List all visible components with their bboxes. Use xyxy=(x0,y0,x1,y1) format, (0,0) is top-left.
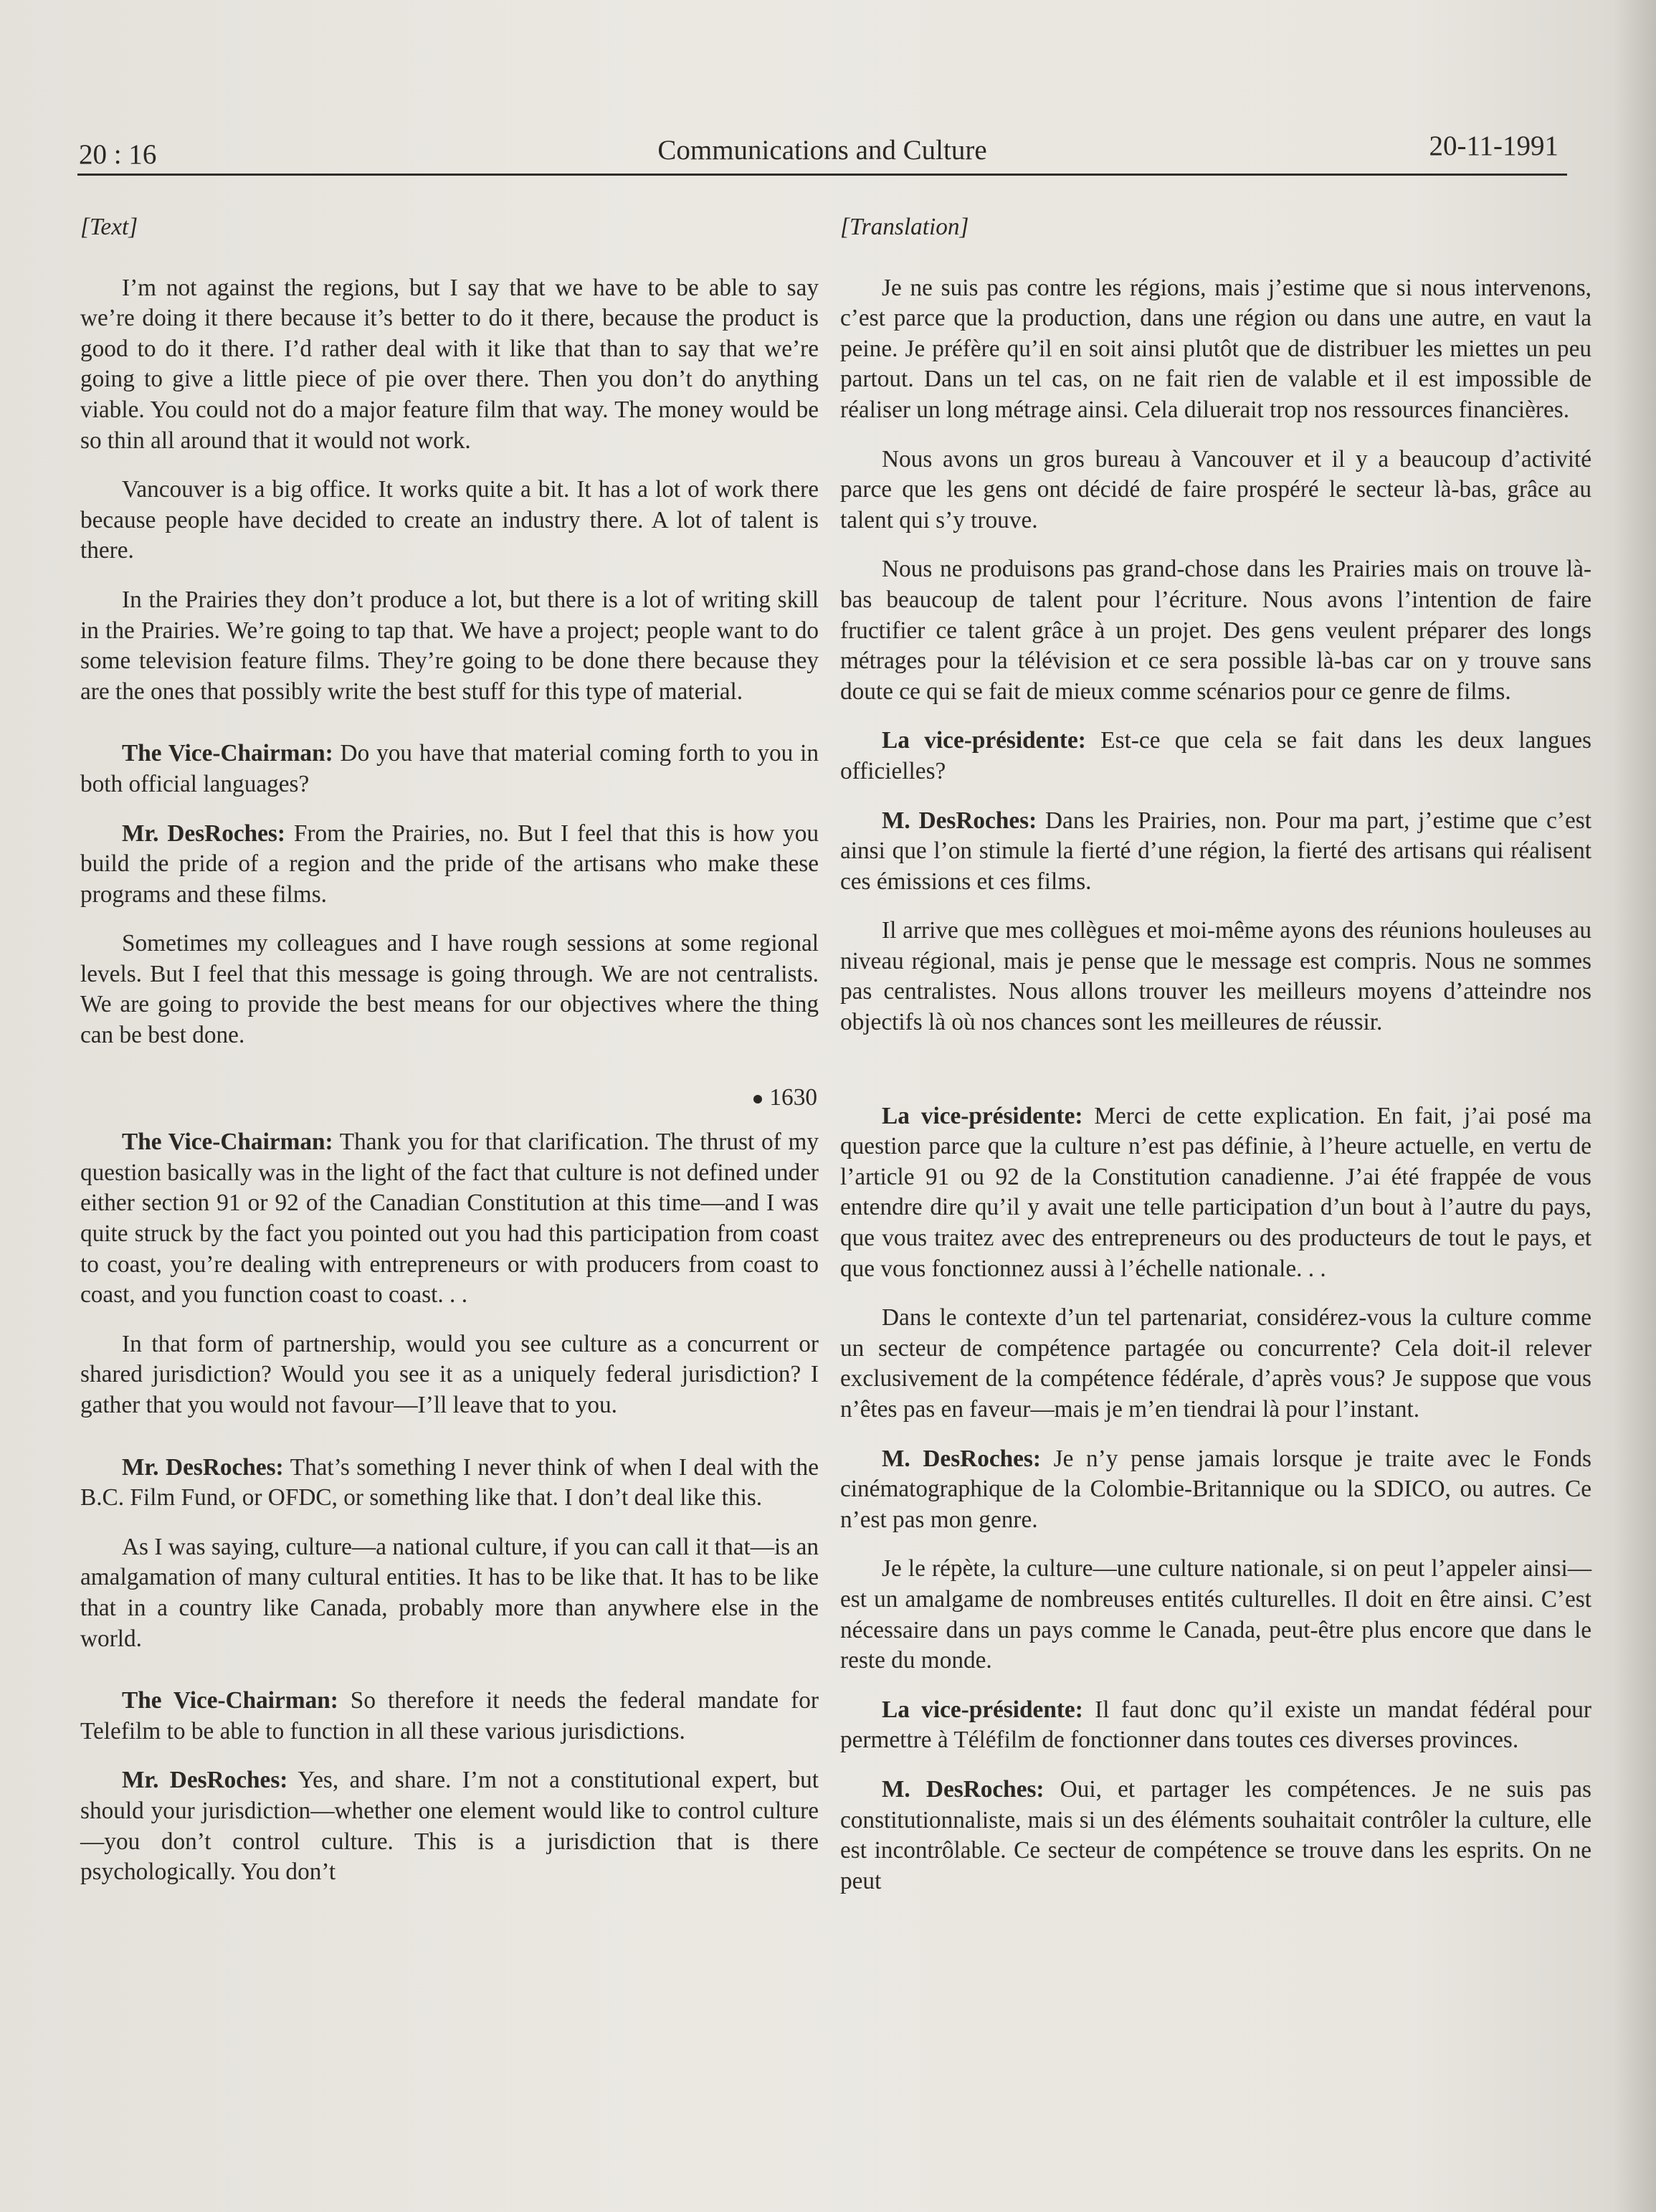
speech-text: Il faut donc qu’il existe un mandat fédéral pour permettre à Téléfilm de fonctionner dans toutes ces diverses provinces. xyxy=(840,1696,1592,1754)
time-marker-value: 1630 xyxy=(769,1083,817,1111)
time-marker xyxy=(80,1083,819,1114)
speech-text: Je n’y pense jamais lorsque je traite avec le Fonds cinématographique de la Colombie-Britannique ou la SDICO, ou autres. Ce n’est pas mon genre. xyxy=(840,1445,1591,1533)
speech-text: Est-ce que cela se fait dans les deux langues officielles? xyxy=(840,727,1591,784)
speech-paragraph xyxy=(840,1101,1591,1285)
bullet-icon xyxy=(753,1095,762,1103)
english-column xyxy=(80,212,819,1907)
speaker-name: M. DesRoches: xyxy=(882,1445,1041,1472)
speaker-name: M. DesRoches: xyxy=(882,1775,1044,1803)
french-column xyxy=(840,212,1591,1915)
speech-paragraph xyxy=(80,1453,819,1514)
page-header xyxy=(77,128,1567,176)
paragraph: I’m not against the regions, but I say that we have to be able to say we’re doing it there because it’s better to do it there, because the product is good to do it there. I’d rather deal with it like that than to say that we’re going to give a little piece of pie over there. Then you don’t do anything viable. You could not do a major feature film that way. The money would be so thin all around that it would not work. xyxy=(80,274,819,454)
speaker-name: La vice-présidente: xyxy=(882,1696,1083,1723)
paragraph: Nous avons un gros bureau à Vancouver et il y a beaucoup d’activité parce que les gens ont décidé de faire prospéré le secteur là-bas, grâce au talent qui s’y trouve. xyxy=(840,445,1591,533)
speaker-name: Mr. DesRoches: xyxy=(122,1453,284,1481)
speech-paragraph xyxy=(840,1695,1591,1756)
paragraph: Dans le contexte d’un tel partenariat, considérez-vous la culture comme un secteur de compétence partagée ou concurrente? Cela doit-il relever exclusivement de la compétence fédérale, d’après vous? Je suppose que vous n’êtes pas en faveur—mais je m’en tiendrai là pour l’instant. xyxy=(840,1304,1591,1423)
paragraph: Sometimes my colleagues and I have rough sessions at some regional levels. But I feel that this message is going through. We are not centralists. We are going to provide the best means for our objectives where the thing can be best done. xyxy=(80,930,819,1049)
speech-paragraph xyxy=(80,1765,819,1887)
speech-text: Yes, and share. I’m not a constitutional expert, but should your jurisdiction—whether one element would like to control culture—you don’t control culture. This is a jurisdiction that is there psychologically. You don’t xyxy=(80,1767,819,1886)
paragraph: Vancouver is a big office. It works quite a bit. It has a lot of work there because people have decided to create an industry there. A lot of talent is there. xyxy=(80,476,819,564)
translation-label: [Translation] xyxy=(840,214,969,240)
page-edge-shadow xyxy=(1613,0,1656,2212)
committee-title: Communications and Culture xyxy=(657,135,987,166)
speech-paragraph xyxy=(80,819,819,911)
speech-text: So therefore it needs the federal mandate for Telefilm to be able to function in all these various jurisdictions. xyxy=(80,1687,819,1745)
speaker-name: The Vice-Chairman: xyxy=(122,1129,333,1156)
speech-paragraph xyxy=(80,739,819,799)
speaker-name: Mr. DesRoches: xyxy=(122,1767,288,1794)
speech-paragraph xyxy=(840,1775,1591,1897)
speech-text: Thank you for that clarification. The thrust of my question basically was in the light of the fact that culture is not defined under either section 91 or 92 of the Canadian Constitution at this time—and I was quite struck by the fact you pointed out you had this participation from coast to coast, you’re dealing with entrepreneurs or with producers from coast to coast, and you function coast to coast. . . xyxy=(80,1129,819,1309)
speaker-name: La vice-présidente: xyxy=(882,727,1086,754)
paragraph: Je le répète, la culture—une culture nationale, si on peut l’appeler ainsi—est un amalgame de nombreuses entités culturelles. Il doit en être ainsi. C’est nécessaire dans un pays comme le Canada, peut-être plus encore que dans le reste du monde. xyxy=(840,1555,1591,1674)
speech-paragraph xyxy=(840,726,1591,787)
page-number: 20 : 16 xyxy=(79,139,157,170)
paragraph: Je ne suis pas contre les régions, mais j’estime que si nous intervenons, c’est parce que la production, dans une région ou dans une autre, en vaut la peine. Je préfère qu’il en soit ainsi plutôt que de distribuer les miettes un peu partout. Dans un tel cas, on ne fait rien de valable et il est impossible de réaliser un long métrage ainsi. Cela diluerait trop nos ressources financières. xyxy=(840,274,1591,423)
speech-text: From the Prairies, no. But I feel that this is how you build the pride of a region and the pride of the artisans who make these programs and these films. xyxy=(80,820,819,908)
speech-text: Dans les Prairies, non. Pour ma part, j’estime que c’est ainsi que l’on stimule la fierté d’une région, la fierté des artisans qui réalisent ces émissions et ces films. xyxy=(840,807,1591,895)
paragraph: Nous ne produisons pas grand-chose dans les Prairies mais on trouve là-bas beaucoup de talent pour l’écriture. Nous avons l’intention de faire fructifier ce talent grâce à un projet. Des gens veulent préparer des longs métrages pour la télévision et ce sera possible là-bas car on y trouve sans doute ce qui se fait de mieux comme scénarios pour ce genre de films. xyxy=(840,556,1591,705)
speech-text: Oui, et partager les compétences. Je ne suis pas constitutionnaliste, mais si un des éléments souhaitait contrôler la culture, elle est incontrôlable. Ce secteur de compétence se trouve dans les esprits. On ne peut xyxy=(840,1775,1591,1894)
speech-text: That’s something I never think of when I deal with the B.C. Film Fund, or OFDC, or something like that. I don’t deal like this. xyxy=(80,1453,819,1511)
speech-text: Merci de cette explication. En fait, j’ai posé ma question parce que la culture n’est pas définie, à l’heure actuelle, en vertu de l’article 91 ou 92 de la Constitution canadienne. J’ai été frappée de vous entendre dire qu’il y avait une telle participation d’un bout à l’autre du pays, que vous traitez avec des entrepreneurs ou des producteurs de tout le pays, et que vous fonctionnez aussi à l’échelle nationale. . . xyxy=(840,1102,1591,1282)
speaker-name: M. DesRoches: xyxy=(882,807,1037,834)
speech-text: Do you have that material coming forth to you in both official languages? xyxy=(80,740,819,797)
text-label: [Text] xyxy=(80,214,138,240)
paragraph: As I was saying, culture—a national culture, if you can call it that—is an amalgamation of many cultural entities. It has to be like that. It has to be like that in a country like Canada, probably more than anywhere else in the world. xyxy=(80,1533,819,1652)
speech-paragraph xyxy=(80,1127,819,1311)
speaker-name: La vice-présidente: xyxy=(882,1102,1083,1129)
speaker-name: The Vice-Chairman: xyxy=(122,740,333,767)
meeting-date: 20-11-1991 xyxy=(1429,130,1559,161)
speech-paragraph xyxy=(840,806,1591,898)
speaker-name: The Vice-Chairman: xyxy=(122,1687,338,1714)
paragraph: In that form of partnership, would you see culture as a concurrent or shared jurisdiction? Would you see it as a uniquely federal jurisdiction? I gather that you would not favour—I’ll leave that to you. xyxy=(80,1330,819,1418)
speech-paragraph xyxy=(840,1444,1591,1536)
paragraph: Il arrive que mes collègues et moi-même ayons des réunions houleuses au niveau régional, mais je pense que le message est compris. Nous ne sommes pas centralistes. Nous allons trouver les meilleurs moyens d’atteindre nos objectifs là où nos chances sont les meilleures de réussir. xyxy=(840,917,1591,1036)
speaker-name: Mr. DesRoches: xyxy=(122,820,285,847)
speech-paragraph xyxy=(80,1686,819,1747)
paragraph: In the Prairies they don’t produce a lot, but there is a lot of writing skill in the Prairies. We’re going to tap that. We have a project; people want to do some television feature films. They’re going to be done there because they are the ones that possibly write the best stuff for this type of material. xyxy=(80,586,819,705)
